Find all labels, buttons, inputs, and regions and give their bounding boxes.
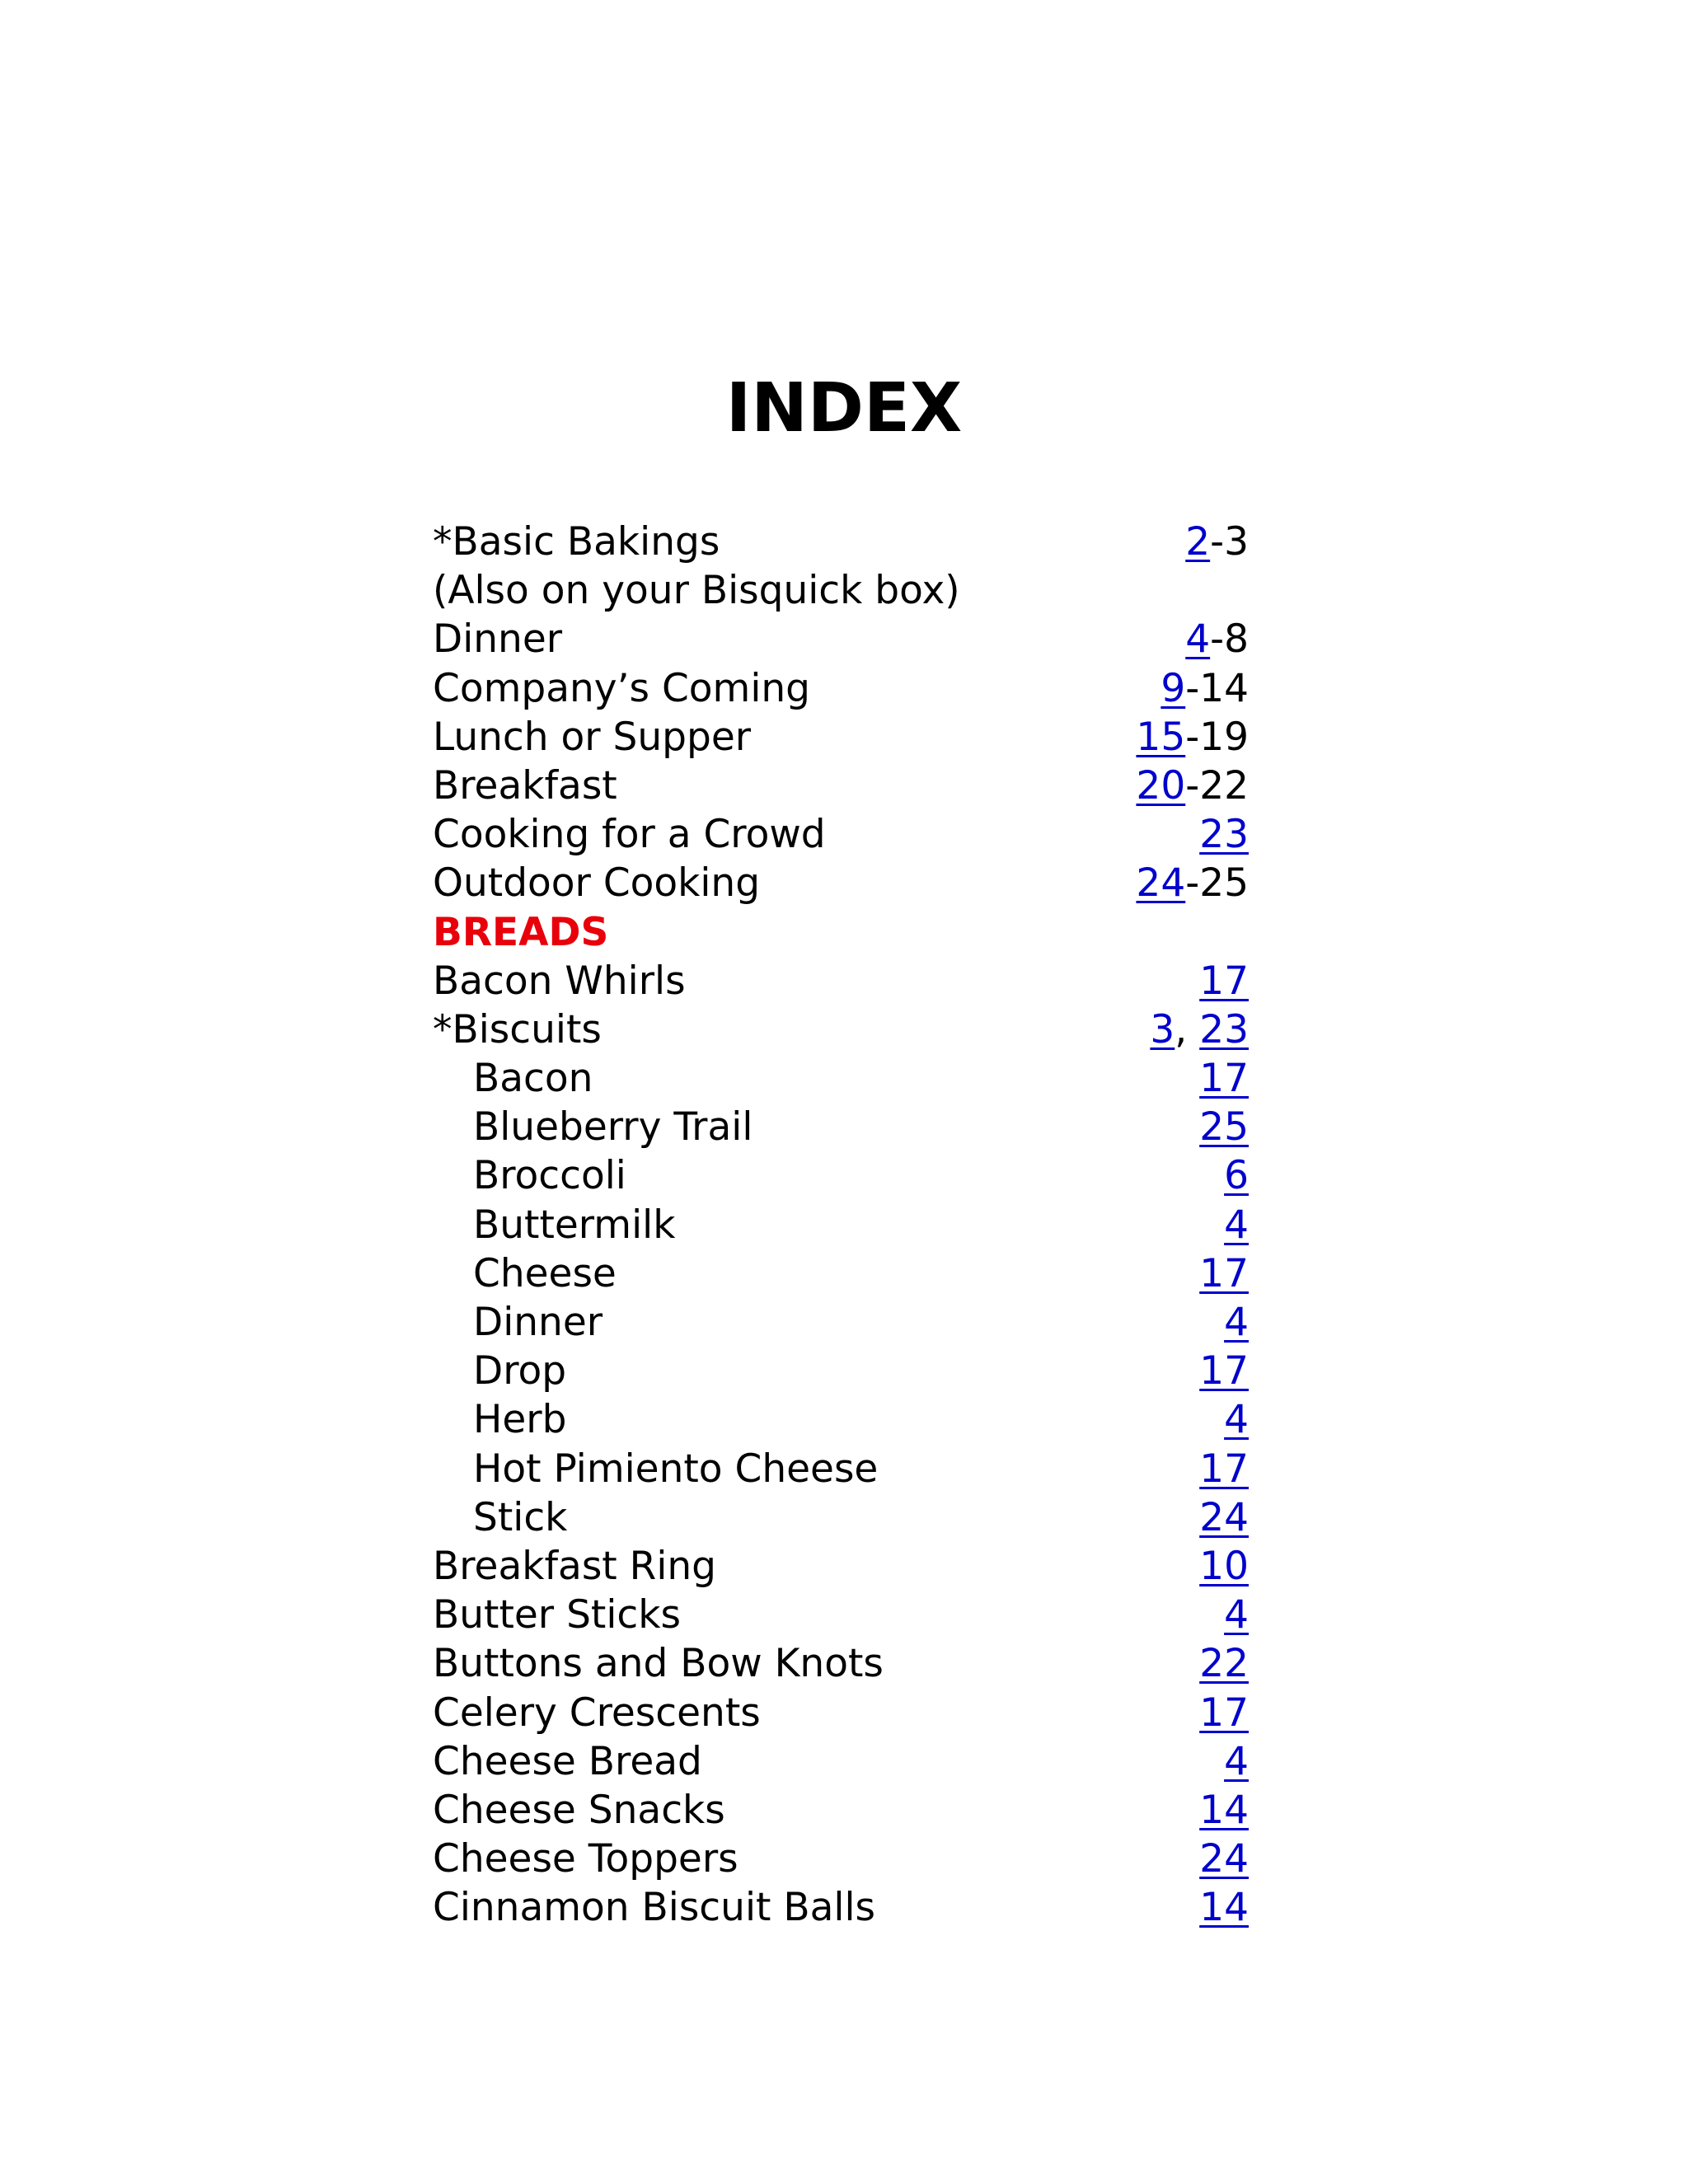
index-entry bbox=[433, 1249, 1249, 1298]
page-link[interactable]: 23 bbox=[1199, 812, 1249, 858]
page-link[interactable]: 23 bbox=[1199, 1006, 1249, 1052]
page-reference bbox=[1199, 1883, 1249, 1932]
index-entry bbox=[433, 1639, 1249, 1688]
page-reference bbox=[1199, 810, 1249, 859]
page-range-text: -8 bbox=[1210, 616, 1249, 663]
index-entry bbox=[433, 566, 1249, 615]
entry-label: Cheese Bread bbox=[433, 1738, 702, 1784]
page-link[interactable]: 3 bbox=[1150, 1006, 1175, 1052]
page-link[interactable]: 24 bbox=[1199, 1494, 1249, 1540]
entry-label: Breakfast Ring bbox=[433, 1543, 717, 1589]
page-link[interactable]: 4 bbox=[1185, 616, 1211, 663]
page-reference bbox=[1199, 1347, 1249, 1395]
index-entry bbox=[433, 1347, 1249, 1395]
entry-label: Herb bbox=[473, 1397, 567, 1443]
entry-label: Cheese bbox=[473, 1250, 617, 1296]
index-entry bbox=[433, 1005, 1249, 1054]
entry-label: Celery Crescents bbox=[433, 1690, 761, 1736]
index-entry bbox=[433, 1883, 1249, 1932]
page-link[interactable]: 15 bbox=[1136, 714, 1186, 760]
page-link[interactable]: 4 bbox=[1224, 1592, 1249, 1638]
page-link[interactable]: 6 bbox=[1224, 1153, 1249, 1199]
page-reference bbox=[1224, 1395, 1249, 1444]
page-link[interactable]: 24 bbox=[1199, 1836, 1249, 1882]
section-heading-row bbox=[433, 908, 1249, 957]
index-entry bbox=[433, 1737, 1249, 1786]
page-reference bbox=[1136, 762, 1249, 810]
entry-label: Stick bbox=[473, 1494, 568, 1540]
entry-label: Broccoli bbox=[473, 1153, 626, 1199]
index-entry bbox=[433, 957, 1249, 1005]
index-entry bbox=[433, 1542, 1249, 1591]
entry-label: Cheese Toppers bbox=[433, 1836, 738, 1882]
page-link[interactable]: 4 bbox=[1224, 1202, 1249, 1248]
page-reference bbox=[1136, 713, 1249, 762]
page-range-text: -22 bbox=[1185, 762, 1249, 808]
entry-label: Hot Pimiento Cheese bbox=[473, 1446, 879, 1492]
entry-label: Lunch or Supper bbox=[433, 714, 752, 760]
page-range-text: -19 bbox=[1185, 714, 1249, 760]
entry-label: Bacon Whirls bbox=[433, 958, 686, 1004]
page-reference bbox=[1150, 1005, 1249, 1054]
page-link[interactable]: 20 bbox=[1136, 762, 1186, 808]
index-entry bbox=[433, 1493, 1249, 1542]
entry-label: Cinnamon Biscuit Balls bbox=[433, 1885, 876, 1931]
page-link[interactable]: 10 bbox=[1199, 1543, 1249, 1589]
page-link[interactable]: 14 bbox=[1199, 1885, 1249, 1931]
page-link[interactable]: 17 bbox=[1199, 1056, 1249, 1102]
entry-label: Buttermilk bbox=[473, 1202, 676, 1248]
index-entry bbox=[433, 1786, 1249, 1835]
page-link[interactable]: 17 bbox=[1199, 1348, 1249, 1394]
index-entry bbox=[433, 1835, 1249, 1883]
index-entry bbox=[433, 1689, 1249, 1737]
page-reference bbox=[1199, 1689, 1249, 1737]
section-heading: BREADS bbox=[433, 909, 609, 955]
page-link[interactable]: 24 bbox=[1136, 860, 1186, 907]
index-entry bbox=[433, 762, 1249, 810]
index-entry bbox=[433, 1054, 1249, 1103]
entry-label: Cheese Snacks bbox=[433, 1787, 725, 1833]
page-link[interactable]: 17 bbox=[1199, 1446, 1249, 1492]
page-reference bbox=[1160, 664, 1249, 713]
page-reference bbox=[1185, 615, 1249, 663]
entry-label: (Also on your Bisquick box) bbox=[433, 568, 960, 614]
index-list bbox=[433, 518, 1249, 1932]
index-entry bbox=[433, 1151, 1249, 1200]
page-link[interactable]: 22 bbox=[1199, 1641, 1249, 1687]
page-reference bbox=[1224, 1201, 1249, 1249]
page-reference bbox=[1199, 1542, 1249, 1591]
page-reference bbox=[1199, 1445, 1249, 1493]
page-link[interactable]: 17 bbox=[1199, 1690, 1249, 1736]
entry-label: Dinner bbox=[473, 1300, 603, 1345]
page-reference bbox=[1199, 1639, 1249, 1688]
page-reference bbox=[1199, 1054, 1249, 1103]
page-reference bbox=[1199, 1786, 1249, 1835]
index-entry bbox=[433, 810, 1249, 859]
page-reference bbox=[1199, 957, 1249, 1005]
page-range-text: -25 bbox=[1185, 860, 1249, 907]
entry-label: Buttons and Bow Knots bbox=[433, 1641, 884, 1687]
index-entry bbox=[433, 1103, 1249, 1151]
entry-label: Drop bbox=[473, 1348, 567, 1394]
page-reference bbox=[1199, 1249, 1249, 1298]
page-reference bbox=[1136, 859, 1249, 907]
page-link[interactable]: 2 bbox=[1185, 519, 1211, 565]
entry-label: Dinner bbox=[433, 616, 563, 663]
page-link[interactable]: 25 bbox=[1199, 1104, 1249, 1151]
index-entry bbox=[433, 859, 1249, 907]
entry-label: Breakfast bbox=[433, 762, 617, 808]
page-reference bbox=[1199, 1493, 1249, 1542]
index-entry bbox=[433, 518, 1249, 566]
page-link[interactable]: 4 bbox=[1224, 1738, 1249, 1784]
page-range-text: , bbox=[1175, 1006, 1200, 1052]
index-entry bbox=[433, 713, 1249, 762]
index-entry bbox=[433, 1591, 1249, 1639]
page-link[interactable]: 4 bbox=[1224, 1300, 1249, 1345]
entry-label: Butter Sticks bbox=[433, 1592, 681, 1638]
entry-label: Cooking for a Crowd bbox=[433, 812, 826, 858]
index-entry bbox=[433, 615, 1249, 663]
index-entry bbox=[433, 664, 1249, 713]
page-reference bbox=[1224, 1151, 1249, 1200]
index-entry bbox=[433, 1445, 1249, 1493]
page-link[interactable]: 9 bbox=[1160, 665, 1186, 711]
entry-label: *Biscuits bbox=[433, 1006, 602, 1052]
index-entry bbox=[433, 1298, 1249, 1347]
page-reference bbox=[1224, 1591, 1249, 1639]
page-range-text: -3 bbox=[1210, 519, 1249, 565]
page-link[interactable]: 17 bbox=[1199, 958, 1249, 1004]
page-link[interactable]: 14 bbox=[1199, 1787, 1249, 1833]
page-reference bbox=[1199, 1835, 1249, 1883]
page-reference bbox=[1185, 518, 1249, 566]
entry-label: Blueberry Trail bbox=[473, 1104, 753, 1151]
page-reference bbox=[1199, 1103, 1249, 1151]
entry-label: Bacon bbox=[473, 1056, 593, 1102]
entry-label: Company’s Coming bbox=[433, 665, 810, 711]
entry-label: Outdoor Cooking bbox=[433, 860, 761, 907]
index-entry bbox=[433, 1201, 1249, 1249]
page-reference bbox=[1224, 1737, 1249, 1786]
page-range-text: -14 bbox=[1185, 665, 1249, 711]
index-entry bbox=[433, 1395, 1249, 1444]
page-reference bbox=[1224, 1298, 1249, 1347]
page-title: INDEX bbox=[725, 369, 963, 448]
entry-label: *Basic Bakings bbox=[433, 519, 720, 565]
page-link[interactable]: 17 bbox=[1199, 1250, 1249, 1296]
page-link[interactable]: 4 bbox=[1224, 1397, 1249, 1443]
